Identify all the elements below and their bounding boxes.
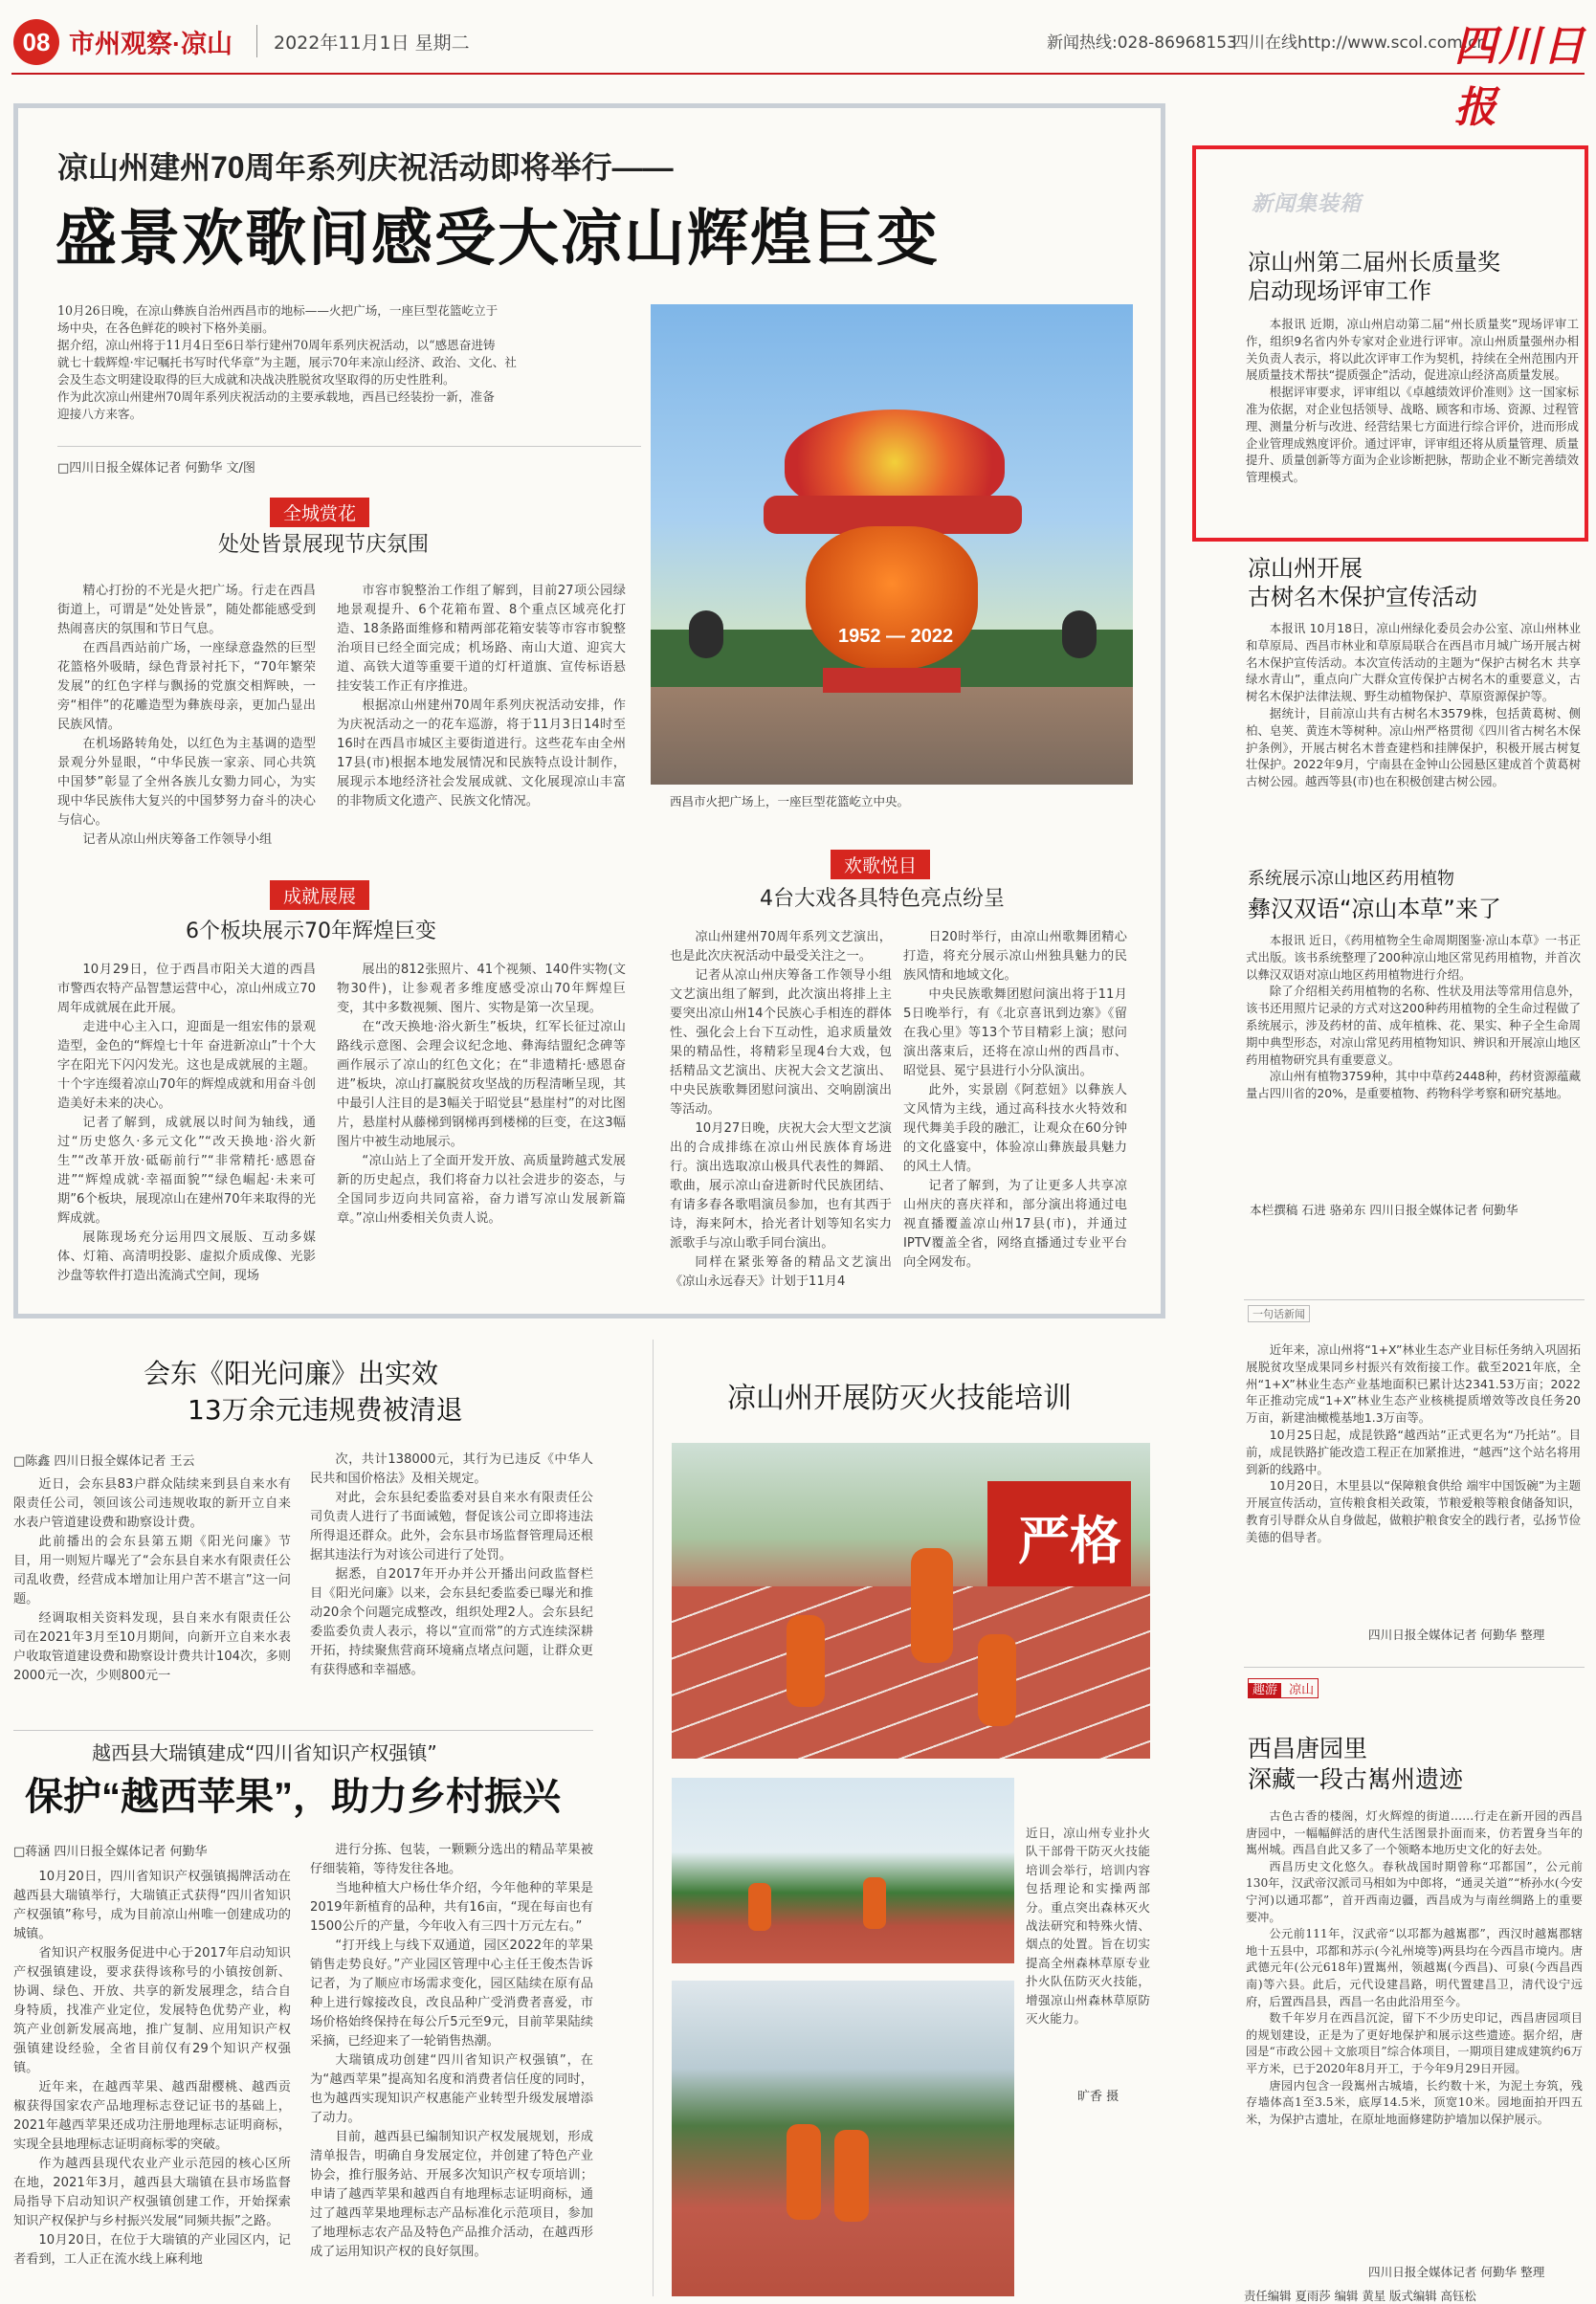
page-number-badge: 08 <box>13 19 59 65</box>
paragraph: 记者从凉山州庆筹备工作领导小组文艺演出组了解到，此次演出将排上主要突出凉山州14个民族心手相连的群体性、强化会上台下互动性，追求质量效果的精品性，将精彩呈现4台大戏，包括精品文艺演出、庆祝大会文艺演出、中央民族歌舞团慰问演出、交响剧演出等活动。 <box>670 968 892 1117</box>
lead-kicker: 凉山州建州70周年系列庆祝活动即将举行—— <box>57 150 674 185</box>
lead-photo-flower-basket <box>651 304 1133 785</box>
newsbox-item2-title-2: 古树名木保护宣传活动 <box>1248 584 1477 610</box>
paragraph: 在“改天换地·浴火新生”板块，红军长征过凉山路线示意图、会理会议纪念地、彝海结盟纪念碑等画作展示了凉山的红色文化；在“非遗精托·感恩奋进”板块，凉山打赢脱贫攻坚战的历程清晰呈现，其中最引人注目的是3幅关于昭觉县“悬崖村”的对比图片，悬崖村从藤梯到钢梯再到楼梯的巨变，在这3幅图片中被生动地展示。 <box>337 1020 626 1149</box>
section-title-1: 处处皆景展现节庆氛围 <box>218 533 430 557</box>
paragraph: 根据评审要求，评审组以《卓越绩效评价准则》这一国家标准为依据，对企业包括领导、战略、顾客和市场、资源、过程管理、测量分析与改进、经营结果七方面进行综合评价，进而形成企业管理成熟度评价。通过评审，评审组还将从质量管理、质量提升、质量创新等方面为企业诊断把脉，帮助企业不断完善绩效管理模式。 <box>1246 385 1579 485</box>
paragraph: 大瑞镇成功创建“四川省知识产权强镇”，在为“越西苹果”提高知名度和消费者信任度的同时，也为越西实现知识产权惠能产业转型升级发展增添了动力。 <box>310 2053 593 2125</box>
paragraph: 唐园内包含一段嶲州古城墙，长约数十米，为泥土夯筑，残存墙体高1至3.5米，底厚14.5米，顶宽10米。园地面拍开四五米，为保护古遗址，在原址地面修建防护墙加以保护展示。 <box>1246 2078 1583 2126</box>
section-banner-1: 全城赏花 <box>270 498 369 527</box>
huidong-column-2 <box>310 1451 593 1680</box>
intro-line: 作为此次凉山州建州70周年系列庆祝活动的主要承载地，西昌已经装扮一新，准备 <box>57 389 495 404</box>
divider <box>57 446 641 447</box>
paragraph: 公元前111年，汉武帝“以邛都为越嶲郡”，西汉时越嶲郡辖地十五县中，邛都和苏示(今礼州境等)两县均在今西昌市境内。唐武德元年(公元618年)置嶲州，领越嶲(今西昌)、可泉(今西昌西南)等六县。此后，元代设建昌路，明代置建昌卫，清代设宁远府，后置西昌县，西昌一名由此沿用至今。 <box>1246 1927 1583 2008</box>
section-title-2: 6个板块展示70年辉煌巨变 <box>186 919 436 943</box>
quti-label-main: 趣游 <box>1249 1683 1281 1697</box>
huidong-title-line2: 13万余元违规费被清退 <box>188 1394 463 1426</box>
paragraph: 进行分拣、包装，一颗颗分选出的精品苹果被仔细装箱，等待发往各地。 <box>310 1843 593 1876</box>
yiju-byline: 四川日报全媒体记者 何勤华 整理 <box>1368 1628 1545 1642</box>
intro-line: 据介绍，凉山州将于11月4日至6日举行建州70周年系列庆祝活动，以“感恩奋进铸 <box>57 338 496 352</box>
paragraph: 据悉，自2017年开办并公开播出问政监督栏目《阳光问廉》以来，会东县纪委监委已曝光和推动20余个问题完成整改，组织处理2人。会东县纪委监委负责人表示，将以“宣而常”的方式连续深耕开拓，持续聚焦营商环境痛点堵点问题，让群众更有获得感和幸福感。 <box>310 1567 593 1677</box>
fire-training-photo-track <box>672 1443 1150 1759</box>
yiju-label: 一句话新闻 <box>1248 1305 1310 1322</box>
paragraph: 当地种植大户杨仕华介绍，今年他种的苹果是2019年新植育的品种，共有16亩，“现在每亩也有1500公斤的产量，今年收入有三四十万元左右。” <box>310 1881 593 1934</box>
paragraph: 目前，越西县已编制知识产权发展规划，形成清单报告，明确自身发展定位，并创建了特色产业协会，推行服务站、开展多次知识产权专项培训；申请了越西苹果和越西自有地理标志证明商标，通过了越西苹果地理标志产品标准化示范项目，参加了地理标志农产品及特色产品推介活动，在越西形成了运用知识产权的良好氛围。 <box>310 2130 593 2259</box>
fire-caption <box>1026 1824 1150 2027</box>
paragraph: 10月27日晚，庆祝大会大型文艺演出的合成排练在凉山州民族体育场进行。演出选取凉山极具代表性的舞蹈、歌曲，展示凉山奋进新时代民族团结、有请多春各歌唱演员参加，也有其西于诗，海来阿木，拾光者计划等知名实力派歌手与凉山歌手同台演出。 <box>670 1121 892 1251</box>
yuexi-byline: □蒋涵 四川日报全媒体记者 何勤华 <box>13 1845 208 1859</box>
lead-headline: 盛景欢歌间感受大凉山辉煌巨变 <box>55 204 940 273</box>
fire-photo-sign: 严格 <box>1018 1513 1121 1570</box>
newsbox-label: 新闻集装箱 <box>1252 191 1363 215</box>
section-banner-2: 成就展展 <box>270 880 369 910</box>
intro-line: 10月26日晚，在凉山彝族自治州西昌市的地标——火把广场，一座巨型花篮屹立于 <box>57 303 499 318</box>
divider <box>13 1730 593 1731</box>
paragraph: 走进中心主入口，迎面是一组宏伟的景观造型，金色的“辉煌七十年 奋进新凉山”十个大字在阳光下闪闪发光。这也是成就展的主题。十个字连缀着凉山70年的辉煌成就和用奋斗创造美好未来的决心。 <box>57 1020 316 1111</box>
lead-intro <box>57 302 639 423</box>
s1-column-1 <box>57 582 316 850</box>
paragraph: “凉山站上了全面开发开放、高质量跨越式发展新的历史起点，我们将奋力以社会进步的姿态，与全国同步迈向共同富裕，奋力谱写凉山发展新篇章。”凉山州委相关负责人说。 <box>337 1154 626 1226</box>
yuexi-column-1 <box>13 1868 291 2296</box>
newsbox-item1-body <box>1246 316 1579 486</box>
section-banner-3: 欢歌悦目 <box>831 850 930 879</box>
paragraph: 凉山州建州70周年系列文艺演出，也是此次庆祝活动中最受关注之一。 <box>670 930 892 964</box>
huidong-title-line1: 会东《阳光问廉》出实效 <box>144 1358 439 1389</box>
intro-line: 场中央，在各色鲜花的映衬下格外美丽。 <box>57 321 275 335</box>
paragraph: 中央民族歌舞团慰问演出将于11月5日晚举行，有《北京喜讯到边寨》《留在我心里》等13个节目精彩上演；慰问演出落束后，还将在凉山州的西昌市、昭觉县、冕宁县进行小分队演出。 <box>903 987 1127 1078</box>
newsbox-byline: 本栏撰稿 石进 骆弟东 四川日报全媒体记者 何勤华 <box>1250 1203 1518 1217</box>
s3-column-2 <box>903 928 1127 1273</box>
paragraph: 市容市貌整治工作组了解到，目前27项公园绿地景观提升、6个花箱布置、8个重点区域亮化打造、18条路面维修和精两部花箱安装等市容市貌整治项目已经全面完成；机场路、南山大道、迎宾大道、高铁大道等重要干道的灯杆道旗、宣传标语悬挂安装工作正有序推进。 <box>337 584 626 694</box>
paragraph: 精心打扮的不光是火把广场。行走在西昌街道上，可谓是“处处皆景”，随处都能感受到热闹喜庆的氛围和节日气息。 <box>57 584 316 636</box>
list-item: 10月20日，木里县以“保障粮食供给 端牢中国饭碗”为主题开展宣传活动，宣传粮食相关政策，节粮爱粮等粮食储备知识，教育引导群众从自身做起，做粮护粮食安全的践行者，弘扬节俭美德的倡导者。 <box>1246 1478 1581 1544</box>
news-hotline: 新闻热线:028-86968153 <box>1047 33 1237 53</box>
paragraph: 此前播出的会东县第五期《阳光问廉》节目，用一则短片曝光了“会东县自来水有限责任公司乱收费，经营成本增加让用户苦不堪言”这一问题。 <box>13 1535 291 1606</box>
paragraph: 在机场路转角处，以红色为主基调的造型景观分外显眼，“中华民族一家亲、同心共筑中国梦”彰显了全州各族儿女勠力同心，为实现中华民族伟大复兴的中国梦努力奋斗的决心与信心。 <box>57 737 316 828</box>
paragraph: 本报讯 近期，凉山州启动第二届“州长质量奖”现场评审工作，组织9名省内外专家对企业进行评审。凉山州质量强州办相关负责人表示，将以此次评审工作为契机，持续在全州范围内开展质量技术帮扶“提质强企”活动，促进凉山经济高质量发展。 <box>1246 317 1579 383</box>
paragraph: 经调取相关资料发现，县自来水有限责任公司在2021年3月至10月期间，向新开立自来水表户收取管道建设费和勘察设计费共计104次，多则2000元一次，少则800元一 <box>13 1611 291 1683</box>
header-divider <box>256 25 257 57</box>
paragraph: 在西昌西站前广场，一座绿意盎然的巨型花篮格外吸睛，绿色背景衬托下，“70年繁荣发展”的红色字样与飘扬的党旗交相辉映，一旁“相伴”的花雕造型为彝族母亲，更加凸显出民族风情。 <box>57 641 316 732</box>
paragraph: 凉山州有植物3759种，其中中草药2448种，药材资源蕴藏量占四川省的20%，是重要植物、药物科学考察和研究基地。 <box>1246 1069 1581 1101</box>
caption-text: 近日，凉山州专业扑火队干部骨干防灭火技能培训会举行，培训内容包括理论和实操两部分。重点突出森林灭火战法研究和特殊火情、烟点的处置。旨在切实提高全州森林草原专业扑火队伍防灭火技能，增强凉山州森林草原防灭火能力。 <box>1026 1826 1150 2027</box>
huidong-byline: □陈鑫 四川日报全媒体记者 王云 <box>13 1454 195 1469</box>
yuexi-kicker: 越西县大瑞镇建成“四川省知识产权强镇” <box>92 1741 437 1764</box>
paragraph: 根据凉山州建州70周年系列庆祝活动安排，作为庆祝活动之一的花车巡游，将于11月3日14时至16时在西昌市城区主要街道进行。这些花车由全州17县(市)根据本地发展情况和民族特点设计制作，展现示本地经济社会发展成就、文化展现凉山丰富的非物质文化遗产、民族文化情况。 <box>337 698 626 809</box>
fire-photo-credit: 旷香 摄 <box>1077 2090 1119 2104</box>
intro-line: 就七十载辉煌·牢记嘱托书写时代华章”为主题，展示70年来凉山经济、政治、文化、社 <box>57 355 517 369</box>
quti-label <box>1248 1678 1319 1698</box>
issue-date: 2022年11月1日 星期二 <box>274 33 470 54</box>
divider <box>1244 1667 1585 1668</box>
newsbox-item1-title-2: 启动现场评审工作 <box>1248 277 1431 304</box>
section-title-3: 4台大戏各具特色亮点纷呈 <box>760 887 1005 911</box>
paragraph: 10月20日，在位于大瑞镇的产业园区内，记者看到，工人正在流水线上麻利地 <box>13 2233 291 2267</box>
paragraph: 对此，会东县纪委监委对县自来水有限责任公司负责人进行了书面诫勉，督促该公司立即将违法所得退还群众。此外，会东县市场监督管理局还根据其违法行为对该公司进行了处罚。 <box>310 1491 593 1562</box>
quti-title-1: 西昌唐园里 <box>1248 1735 1368 1762</box>
huidong-column-1 <box>13 1475 291 1686</box>
fire-title: 凉山州开展防灭火技能培训 <box>727 1382 1072 1415</box>
paragraph: 同样在紧张筹备的精品文艺演出《凉山永远春天》计划于11月4 <box>670 1255 892 1289</box>
newsbox-item2-body <box>1246 620 1581 790</box>
paragraph: 10月29日，位于西昌市阳关大道的西昌市警西农特产品智慧运营中心，凉山州成立70周年成就展在此开展。 <box>57 963 316 1015</box>
lead-byline: □四川日报全媒体记者 何勤华 文/图 <box>57 461 255 476</box>
yuexi-headline: 保护“越西苹果”，助力乡村振兴 <box>25 1776 561 1818</box>
paragraph: 数千年岁月在西昌沉淀，留下不少历史印记，西昌唐园项目的规划建设，正是为了更好地保护和展示这些遗迹。据介绍，唐园是“市政公园＋文旅项目”综合体项目，一期项目建成建筑约6万平方米，已于2020年8月开工，于今年9月29日开园。 <box>1246 2011 1583 2075</box>
paragraph: “打开线上与线下双通道，园区2022年的苹果销售走势良好。”产业园区管理中心主任王俊杰告诉记者，为了顺应市场需求变化，园区陆续在原有品种上进行嫁接改良，改良品种广受消费者喜爱，市场价格始终保持在每公斤5元至9元，目前苹果陆续采摘，已经迎来了一轮销售热潮。 <box>310 1938 593 2049</box>
quti-body <box>1246 1808 1583 2128</box>
paragraph: 近日，会东县83户群众陆续来到县自来水有限责任公司，领回该公司违规收取的新开立自来水表户管道建设费和勘察设计费。 <box>13 1477 291 1530</box>
paragraph: 展出的812张照片、41个视频、140件实物(文物30件)，让参观者多维度感受凉山70年辉煌巨变，其中多数视频、图片、实物是第一次呈现。 <box>337 963 626 1015</box>
website-link[interactable]: 四川在线http://www.scol.com.cn <box>1232 33 1488 53</box>
paragraph: 记者从凉山州庆筹备工作领导小组 <box>82 832 273 847</box>
newsbox-item1-title-1: 凉山州第二届州长质量奖 <box>1248 249 1500 276</box>
paragraph: 近年来，在越西苹果、越西甜樱桃、越西贡椒获得国家农产品地理标志登记证书的基础上，2021年越西苹果还成功注册地理标志证明商标，实现全县地理标志证明商标零的突破。 <box>13 2080 291 2152</box>
footer-editors: 责任编辑 夏雨莎 编辑 黄星 版式编辑 高钰松 <box>1244 2289 1476 2303</box>
header-rule <box>11 73 1585 75</box>
s3-column-1 <box>670 928 892 1292</box>
paragraph: 此外，实景剧《阿惹妞》以彝族人文风情为主线，通过高科技水火特效和现代舞美手段的融汇，让观众在60分钟的文化盛宴中，体验凉山彝族最具魅力的风土人情。 <box>903 1083 1127 1174</box>
column-divider <box>653 1340 654 2296</box>
paragraph: 展陈现场充分运用四文展版、互动多媒体、灯箱、高清明投影、虚拟介质成像、光影沙盘等软件打造出流淌式空间，现场 <box>57 1230 316 1283</box>
list-item: 10月25日起，成昆铁路“越西站”正式更名为“乃托站”。目前，成昆铁路扩能改造工程正在加紧推进，“越西”这个站名将用到新的线路中。 <box>1246 1427 1581 1476</box>
paragraph: 除了介绍相关药用植物的名称、性状及用法等常用信息外，该书还用照片记录的方式对这200种药用植物的全生命过程做了系统展示，涉及药材的苗、成年植株、花、果实、种子全生命周期中典型形态，对凉山常见药用植物知识、辨识和开展凉山地区药用植物研究具有重要意义。 <box>1246 984 1581 1067</box>
page-header <box>0 0 1596 132</box>
yuexi-column-2 <box>310 1841 593 2296</box>
s2-column-1 <box>57 961 316 1286</box>
yiju-list <box>1246 1341 1581 1546</box>
paragraph: 古色古香的楼阁，灯火辉煌的街道……行走在新开园的西昌唐园中，一幅幅鲜活的唐代生活图景扑面而来，仿若置身当年的嶲州城。西昌自此又多了一个领略本地历史文化的好去处。 <box>1246 1809 1583 1857</box>
quti-label-sub: 凉山 <box>1289 1683 1315 1697</box>
section-title: 市州观察·凉山 <box>69 30 233 58</box>
intro-line: 会及生态文明建设取得的巨大成就和决战决胜脱贫攻坚取得的历史性胜利。 <box>57 372 455 387</box>
fire-training-photo-run <box>672 1981 1014 2296</box>
divider <box>1244 1299 1585 1300</box>
list-item: 近年来，凉山州将“1+X”林业生态产业目标任务纳入巩固拓展脱贫攻坚成果同乡村振兴有效衔接工作。截至2021年底，全州“1+X”林业生态产业基地面积已累计达2341.53万亩；2022年正推动完成“1+X”林业生态产业核桃提质增效等改良任务20万亩，新建油橄榄基地1.3万亩等。 <box>1246 1342 1581 1426</box>
photo-years: 1952 — 2022 <box>838 626 954 647</box>
fire-training-photo-hose <box>672 1778 1014 1963</box>
quti-title-2: 深藏一段古嶲州遗迹 <box>1248 1765 1464 1793</box>
paragraph: 本报讯 10月18日，凉山州绿化委员会办公室、凉山州林业和草原局、西昌市林业和草原局联合在西昌市月城广场开展古树名木保护宣传活动。本次宣传活动的主题为“保护古树名木 共享绿水青山”，重点向广大群众宣传保护古树名木的重要意义，古树名木保护法律法规、野生动植物保护、草原资源保护等。 <box>1246 621 1581 704</box>
paragraph: 10月20日，四川省知识产权强镇揭牌活动在越西县大瑞镇举行，大瑞镇正式获得“四川省知识产权强镇”称号，成为目前凉山州唯一创建成功的城镇。 <box>13 1870 291 1941</box>
intro-line: 迎接八方来客。 <box>57 407 143 421</box>
newsbox-item3-title: 彝汉双语“凉山本草”来了 <box>1248 896 1501 922</box>
paragraph: 西昌历史文化悠久。春秋战国时期曾称“邛都国”，公元前130年，汉武帝汉派司马相如为中郎将，“通灵关道”“桥孙水(今安宁河)以通邛都”，首开西南边疆，西昌成为与南丝绸路上的重要要冲。 <box>1246 1859 1583 1924</box>
masthead-logo: 四川日报 <box>1454 22 1586 132</box>
paragraph: 省知识产权服务促进中心于2017年启动知识产权强镇建设，要求获得该称号的小镇按创新、协调、绿色、开放、共享的新发展理念，结合自身特质，找准产业定位，发展特色优势产业，构筑产业创新发展高地，推广复制、应用知识产权强镇建设经验，全省目前仅有29个知识产权强镇。 <box>13 1946 291 2075</box>
quti-byline: 四川日报全媒体记者 何勤华 整理 <box>1368 2265 1545 2279</box>
s2-column-2 <box>337 961 626 1229</box>
paragraph: 记者了解到，为了让更多人共享凉山州庆的喜庆祥和，部分演出将通过电视直播覆盖凉山州17县(市)，并通过IPTV覆盖全省，网络直播通过专业平台向全网发布。 <box>903 1179 1127 1270</box>
newsbox-item3-body <box>1246 932 1581 1102</box>
paragraph: 日20时举行，由凉山州歌舞团精心打造，将充分展示凉山州独具魅力的民族风情和地域文化。 <box>903 930 1127 983</box>
s1-column-2 <box>337 582 626 811</box>
paragraph: 记者了解到，成就展以时间为轴线，通过“历史悠久·多元文化”“改天换地·浴火新生”“改革开放·砥砺前行”“非常精托·感恩奋进”“辉煌成就·幸福面貌”“绿色崛起·未来可期”6个板块，展现凉山在建州70年来取得的光辉成就。 <box>57 1116 316 1226</box>
lead-photo-caption: 西昌市火把广场上，一座巨型花篮屹立中央。 <box>670 794 910 809</box>
paragraph: 作为越西县现代农业产业示范园的核心区所在地，2021年3月，越西县大瑞镇在县市场监督局指导下启动知识产权强镇创建工作，开始探索知识产权保护与乡村振兴发展“同频共振”之路。 <box>13 2157 291 2228</box>
paragraph: 据统计，目前凉山共有古树名木3579株，包括黄葛树、侧柏、皂荚、黄连木等树种。凉山州严格贯彻《四川省古树名木保护条例》，开展古树名木普查建档和挂牌保护，积极开展古树复壮保护。2022年9月，宁南县在金钟山公园悬区建成首个黄葛树古树公园。越西等县(市)也在积极创建古树公园。 <box>1246 705 1581 789</box>
newsbox-item2-title-1: 凉山州开展 <box>1248 555 1363 582</box>
paragraph: 本报讯 近日，《药用植物全生命周期图鉴·凉山本草》一书正式出版。该书系统整理了200种凉山地区常见药用植物，并首次以彝汉双语对凉山地区药用植物进行介绍。 <box>1246 933 1581 982</box>
paragraph: 次，共计138000元，其行为已违反《中华人民共和国价格法》及相关规定。 <box>310 1452 593 1486</box>
newsbox-item3-kicker: 系统展示凉山地区药用植物 <box>1248 869 1454 889</box>
